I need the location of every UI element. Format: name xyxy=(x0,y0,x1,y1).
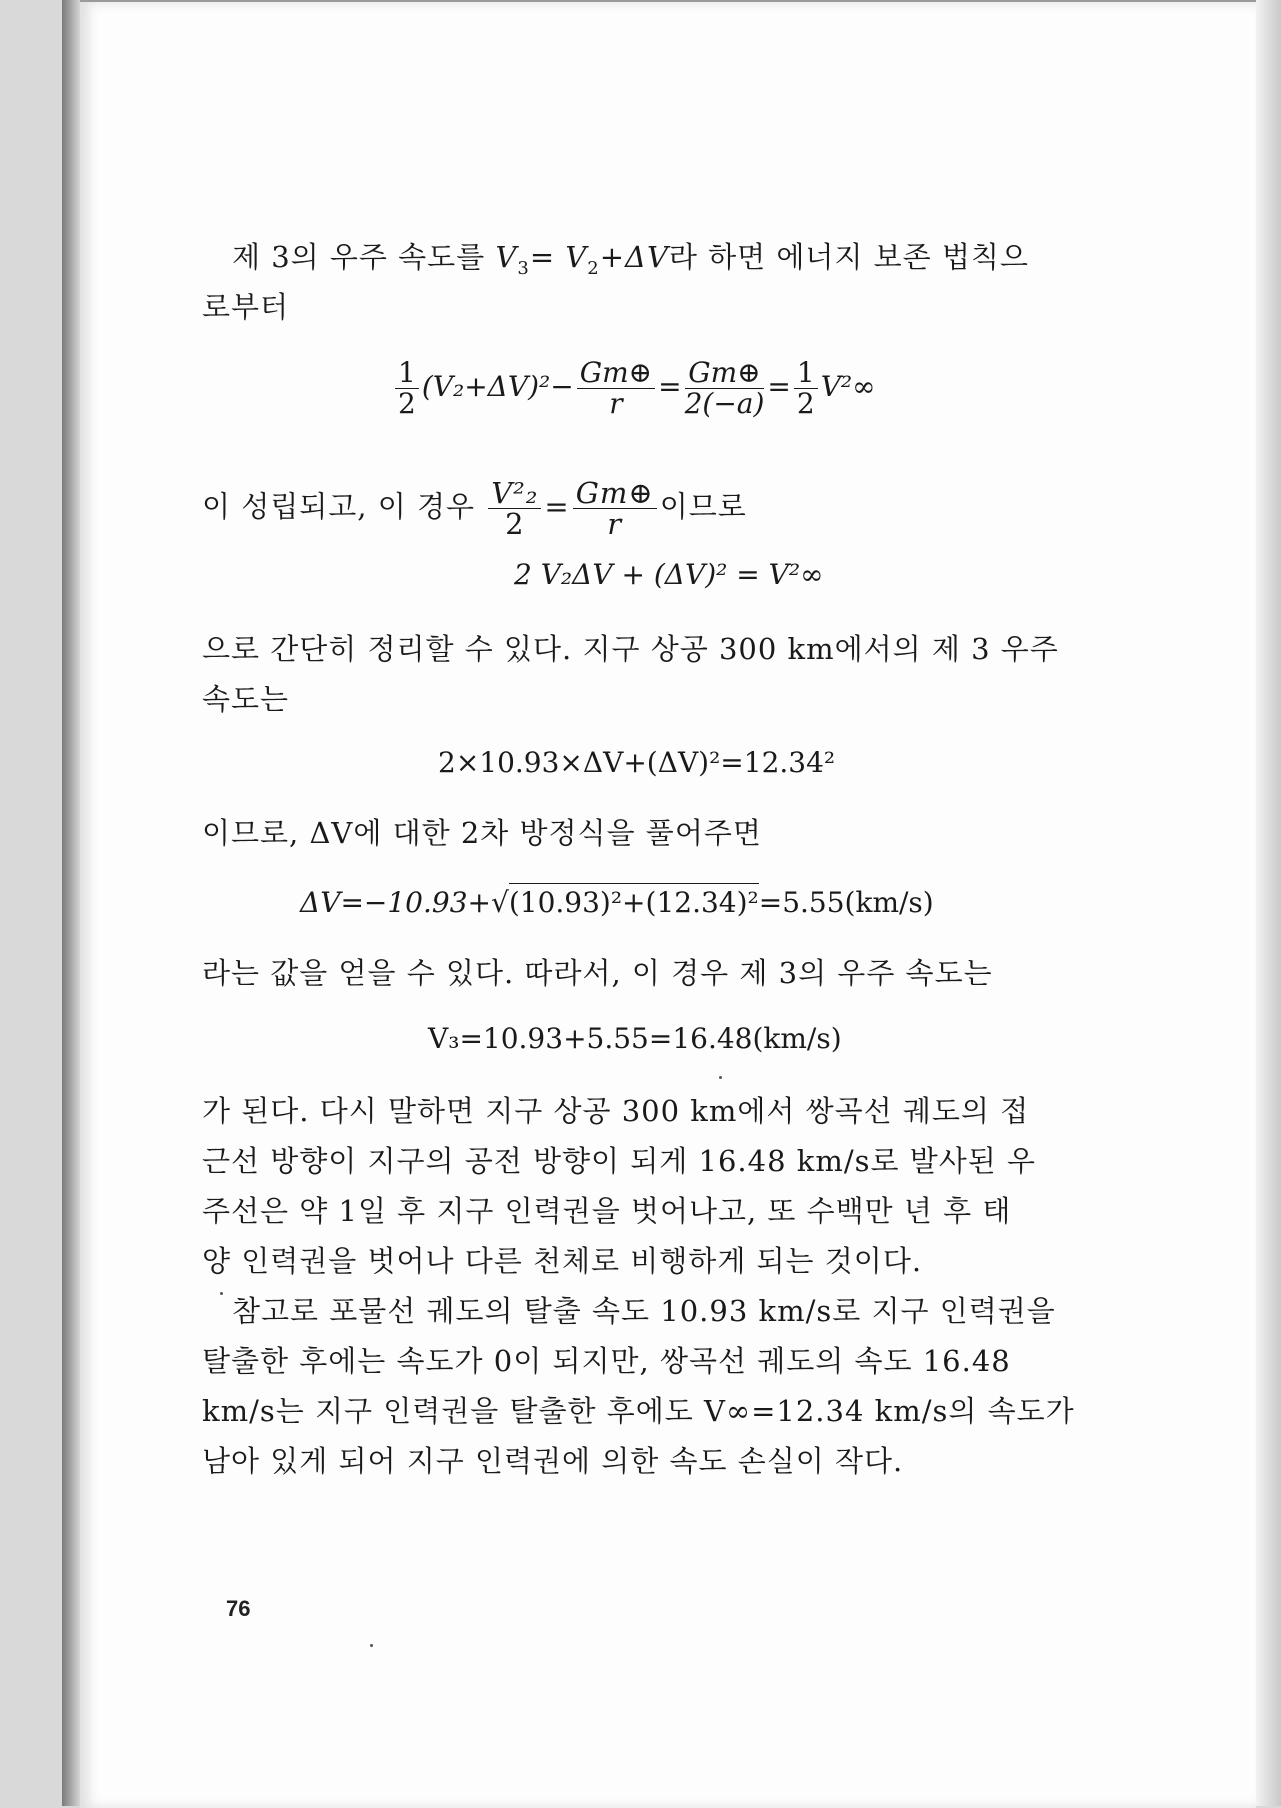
para1-line2: 로부터 xyxy=(202,290,290,324)
para4-line: 라는 값을 얻을 수 있다. 따라서, 이 경우 제 3의 우주 속도는 xyxy=(202,956,993,990)
para1-line1: 제 3의 우주 속도를 $V_3= V_2+\Delta V$라 하면 에너지 보존 법칙으 xyxy=(232,240,1029,279)
para2-line1: 으로 간단히 정리할 수 있다. 지구 상공 300 km에서의 제 3 우주 xyxy=(202,632,1059,666)
para5-line3: 주선은 약 1일 후 지구 인력권을 벗어나고, 또 수백만 년 후 태 xyxy=(202,1194,1012,1228)
para6-line4: 남아 있게 되어 지구 인력권에 의한 속도 손실이 작다. xyxy=(202,1444,904,1478)
print-speck xyxy=(220,1292,223,1295)
equation-numeric: 2×10.93×ΔV+(ΔV)²=12.34² xyxy=(438,746,836,779)
equation-simplified: 2 V₂ΔV + (ΔV)² = V²∞ xyxy=(514,558,824,591)
fraction-gm-2a: $\frac{Gm\oplus}{2(-a)}$ xyxy=(684,356,765,420)
para5-line4: 양 인력권을 벗어나 다른 천체로 비행하게 되는 것이다. xyxy=(202,1244,923,1278)
fraction-gm-r: $\frac{Gm\oplus}{r}$ xyxy=(577,358,655,419)
para6-line2: 탈출한 후에는 속도가 0이 되지만, 쌍곡선 궤도의 속도 16.48 xyxy=(202,1344,1011,1378)
para5-line1: 가 된다. 다시 말하면 지구 상공 300 km에서 쌍곡선 궤도의 접 xyxy=(202,1094,1030,1128)
equation-v3: V₃=10.93+5.55=16.48(km/s) xyxy=(428,1022,842,1055)
established-line: 이 성립되고, 이 경우 $\frac{\text{V²₂}}{2}$ = $\frac{Gm\oplus}{r}$ 이므로 xyxy=(202,476,747,541)
page-number: 76 xyxy=(226,1596,251,1621)
para6-line1: 참고로 포물선 궤도의 탈출 속도 10.93 km/s로 지구 인력권을 xyxy=(232,1294,1056,1328)
fraction-gm-r-2: $\frac{Gm\oplus}{r}$ xyxy=(573,478,657,539)
equation-solution: ΔV=−10.93+√(10.93)²+(12.34)²=5.55(km/s) xyxy=(300,886,934,920)
fraction-half-2: $\frac{1}{2}$ xyxy=(794,358,818,419)
print-speck xyxy=(719,1076,722,1079)
fraction-v2-2: $\frac{\text{V²₂}}{2}$ xyxy=(488,478,541,539)
para3-line: 이므로, ΔV에 대한 2차 방정식을 풀어주면 xyxy=(202,816,762,850)
print-speck xyxy=(370,1644,373,1647)
para5-line2: 근선 방향이 지구의 공전 방향이 되게 16.48 km/s로 발사된 우 xyxy=(202,1144,1036,1178)
fraction-half: $\frac{1}{2}$ xyxy=(395,358,419,419)
page-edge-right xyxy=(1255,0,1281,1806)
equation-energy: $\frac{1}{2}$ (V₂+ΔV)²− $\frac{Gm\oplus}{r}$ = $\frac{Gm\oplus}{2(-a)}$ = $\frac{1}{2}$ V²∞ xyxy=(392,358,875,419)
para6-line3: km/s는 지구 인력권을 탈출한 후에도 V∞=12.34 km/s의 속도가 xyxy=(202,1394,1075,1428)
para2-line2: 속도는 xyxy=(202,682,290,716)
